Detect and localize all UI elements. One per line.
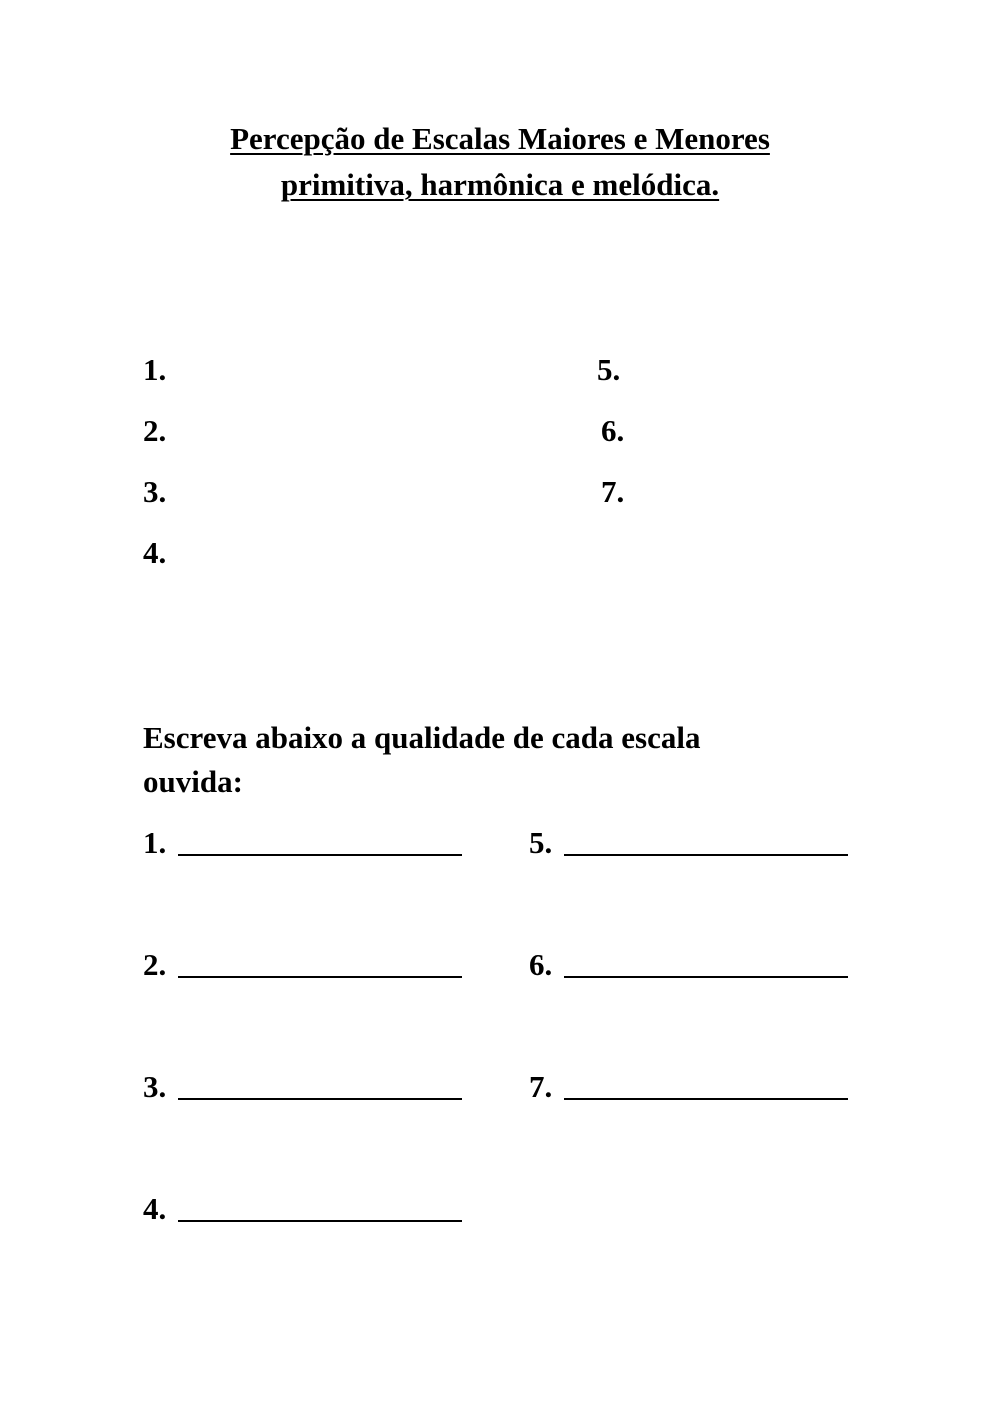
instruction-text: Escreva abaixo a qualidade de cada escala ouvida: — [143, 720, 701, 799]
answer-blank-6[interactable] — [564, 976, 848, 978]
answer-row-5 — [529, 818, 848, 858]
answer-row-1 — [143, 818, 462, 858]
answer-blank-1[interactable] — [178, 854, 462, 856]
listening-item-1: 1. — [143, 352, 167, 387]
answer-blank-7[interactable] — [564, 1098, 848, 1100]
answer-blank-4[interactable] — [178, 1220, 462, 1222]
answer-label-4: 4. — [143, 1191, 167, 1226]
answer-blank-3[interactable] — [178, 1098, 462, 1100]
answer-label-5: 5. — [529, 825, 553, 860]
answer-label-7: 7. — [529, 1069, 553, 1104]
listening-item-3: 3. — [143, 474, 167, 509]
listening-item-6: 6. — [601, 413, 625, 448]
answer-label-3: 3. — [143, 1069, 167, 1104]
answer-blank-2[interactable] — [178, 976, 462, 978]
page-title-line-2: primitiva, harmônica e melódica. — [280, 167, 720, 202]
answer-label-1: 1. — [143, 825, 167, 860]
answer-row-3 — [143, 1062, 462, 1102]
listening-item-4: 4. — [143, 535, 167, 570]
listening-item-2: 2. — [143, 413, 167, 448]
answer-label-6: 6. — [529, 947, 553, 982]
answer-label-2: 2. — [143, 947, 167, 982]
answer-row-7 — [529, 1062, 848, 1102]
answer-row-4 — [143, 1184, 462, 1224]
answer-row-6 — [529, 940, 848, 980]
listening-item-7: 7. — [601, 474, 625, 509]
answer-row-2 — [143, 940, 462, 980]
answer-blank-5[interactable] — [564, 854, 848, 856]
listening-item-5: 5. — [597, 352, 621, 387]
page-title-line-1: Percepção de Escalas Maiores e Menores — [230, 121, 770, 156]
